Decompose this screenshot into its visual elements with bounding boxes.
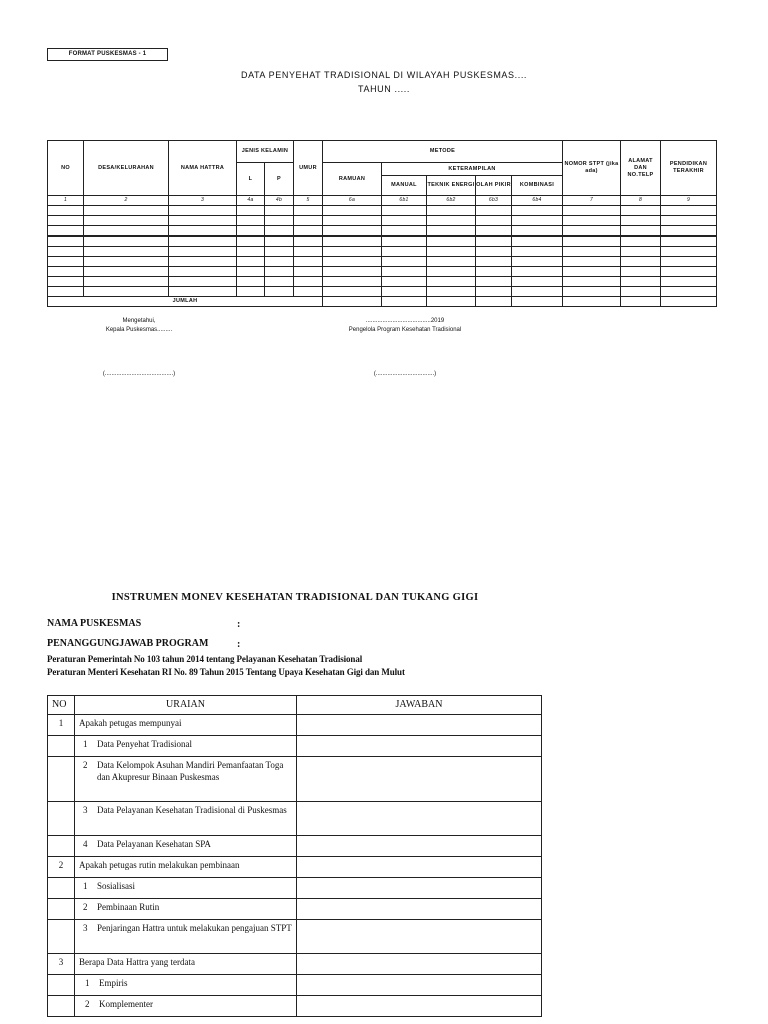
row-text: Pembinaan Rutin: [97, 902, 160, 912]
regulation-1: Peraturan Pemerintah No 103 tahun 2014 tentang Pelayanan Kesehatan Tradisional: [47, 654, 363, 664]
table-row: [48, 206, 717, 216]
table-row: [48, 715, 542, 736]
col-number: 8: [621, 196, 661, 206]
format-label: FORMAT PUSKESMAS - 1: [47, 48, 168, 61]
row-number: 2: [48, 857, 75, 878]
jumlah-row: [48, 297, 717, 307]
header-manual: MANUAL: [382, 176, 427, 196]
col-number: 7: [563, 196, 621, 206]
answer-cell[interactable]: [297, 736, 542, 757]
row-text: Data Pelayanan Kesehatan Tradisional di Puskesmas: [97, 805, 287, 815]
header-ramuan: RAMUAN: [323, 163, 382, 196]
header-pendidikan: PENDIDIKAN TERAKHIR: [661, 141, 717, 196]
table-row: [48, 836, 542, 857]
answer-cell[interactable]: [297, 954, 542, 975]
table-row: [48, 857, 542, 878]
table-row: [48, 287, 717, 297]
sign-right-date: .......................................2019: [365, 318, 445, 324]
table-row: [48, 247, 717, 257]
header-jenis-kelamin: JENIS KELAMIN: [237, 141, 294, 163]
header-jawaban: JAWABAN: [297, 696, 542, 715]
row-text: Komplementer: [99, 999, 153, 1009]
sign-right-title: Pengelola Program Kesehatan Tradisional: [348, 327, 462, 333]
instrument-title: INSTRUMEN MONEV KESEHATAN TRADISIONAL DAN TUKANG GIGI: [111, 592, 479, 603]
table-row: [48, 257, 717, 267]
sub-number: 1: [83, 739, 88, 749]
sub-number: 2: [83, 902, 88, 912]
header-uraian: URAIAN: [75, 696, 297, 715]
table-row: [48, 226, 717, 237]
answer-cell[interactable]: [297, 996, 542, 1017]
answer-cell[interactable]: [297, 757, 542, 802]
form-year: TAHUN .....: [358, 84, 410, 94]
header-umur: UMUR: [294, 141, 323, 196]
col-number: 2: [84, 196, 169, 206]
col-number: 6a: [323, 196, 382, 206]
answer-cell[interactable]: [297, 878, 542, 899]
header-l: L: [237, 163, 265, 196]
table-row: [48, 236, 717, 247]
sub-number: 1: [83, 881, 88, 891]
regulation-2: Peraturan Menteri Kesehatan RI No. 89 Tahun 2015 Tentang Upaya Kesehatan Gigi dan Mulut: [47, 667, 405, 677]
answer-cell[interactable]: [297, 715, 542, 736]
col-number: 3: [169, 196, 237, 206]
table-row: [48, 802, 542, 836]
header-stpt: NOMOR STPT (jika ada): [563, 141, 621, 196]
header-olah: OLAH PIKIR: [476, 176, 512, 196]
row-text: Apakah petugas rutin melakukan pembinaan: [75, 857, 297, 878]
table-row: [48, 736, 542, 757]
header-desa: DESA/KELURAHAN: [84, 141, 169, 196]
col-number: 6b1: [382, 196, 427, 206]
table-row: [48, 899, 542, 920]
sub-number: 3: [83, 923, 88, 933]
row-text: Berapa Data Hattra yang terdata: [75, 954, 297, 975]
header-teknik: TEKNIK ENERGI: [427, 176, 476, 196]
nama-puskesmas-label: NAMA PUSKESMAS: [47, 618, 142, 629]
row-text: Empiris: [99, 978, 128, 988]
col-number: 4b: [265, 196, 294, 206]
col-number: 5: [294, 196, 323, 206]
column-number-row: [48, 196, 717, 206]
table-row: [48, 277, 717, 287]
sub-number: 1: [85, 978, 90, 988]
nama-puskesmas-colon: :: [237, 619, 241, 630]
answer-cell[interactable]: [297, 857, 542, 878]
sign-left-title: Kepala Puskesmas.........: [105, 327, 173, 333]
jumlah-label: JUMLAH: [48, 297, 323, 307]
sub-number: 4: [83, 839, 88, 849]
instrument-table: [47, 695, 542, 1017]
table-row: [48, 878, 542, 899]
header-nama: NAMA HATTRA: [169, 141, 237, 196]
row-text: Sosialisasi: [97, 881, 136, 891]
header-metode: METODE: [323, 141, 563, 163]
answer-cell[interactable]: [297, 920, 542, 954]
table-row: [48, 920, 542, 954]
header-alamat: ALAMAT DAN NO.TELP: [621, 141, 661, 196]
answer-cell[interactable]: [297, 802, 542, 836]
col-number: 6b4: [512, 196, 563, 206]
answer-cell[interactable]: [297, 975, 542, 996]
table-row: [48, 996, 542, 1017]
col-number: 1: [48, 196, 84, 206]
form-title: DATA PENYEHAT TRADISIONAL DI WILAYAH PUSKESMAS....: [240, 70, 528, 80]
sign-left-name-line: (.........................................): [102, 371, 176, 377]
row-number: 1: [48, 715, 75, 736]
row-text: Data Penyehat Tradisional: [97, 739, 192, 749]
row-text: Penjaringan Hattra untuk melakukan pengajuan STPT: [97, 923, 292, 933]
table-row: [48, 757, 542, 802]
penanggungjawab-colon: :: [237, 639, 241, 650]
table-row: [48, 216, 717, 226]
col-number: 9: [661, 196, 717, 206]
row-text: Data Pelayanan Kesehatan SPA: [97, 839, 211, 849]
penanggungjawab-label: PENANGGUNGJAWAB PROGRAM: [47, 638, 209, 649]
row-number: 3: [48, 954, 75, 975]
table-row: [48, 975, 542, 996]
hattra-data-table: [47, 140, 717, 307]
sub-number: 2: [85, 999, 90, 1009]
col-number: 6b2: [427, 196, 476, 206]
header-no: NO: [48, 141, 84, 196]
row-text: Apakah petugas mempunyai: [75, 715, 297, 736]
row-text: Data Kelompok Asuhan Mandiri Pemanfaatan Toga dan Akupresur Binaan Puskesmas: [97, 760, 284, 782]
sub-number: 2: [83, 760, 88, 770]
header-p: P: [265, 163, 294, 196]
header-kombinasi: KOMBINASI: [512, 176, 563, 196]
col-number: 6b3: [476, 196, 512, 206]
header-no: NO: [48, 696, 75, 715]
answer-cell[interactable]: [297, 836, 542, 857]
sign-right-name-line: (...................................): [373, 371, 437, 377]
table-row: [48, 954, 542, 975]
sub-number: 3: [83, 805, 88, 815]
answer-cell[interactable]: [297, 899, 542, 920]
sign-left-caption: Mengetahui,: [122, 318, 156, 324]
table-row: [48, 267, 717, 277]
col-number: 4a: [237, 196, 265, 206]
header-keterampilan: KETERAMPILAN: [382, 163, 563, 176]
